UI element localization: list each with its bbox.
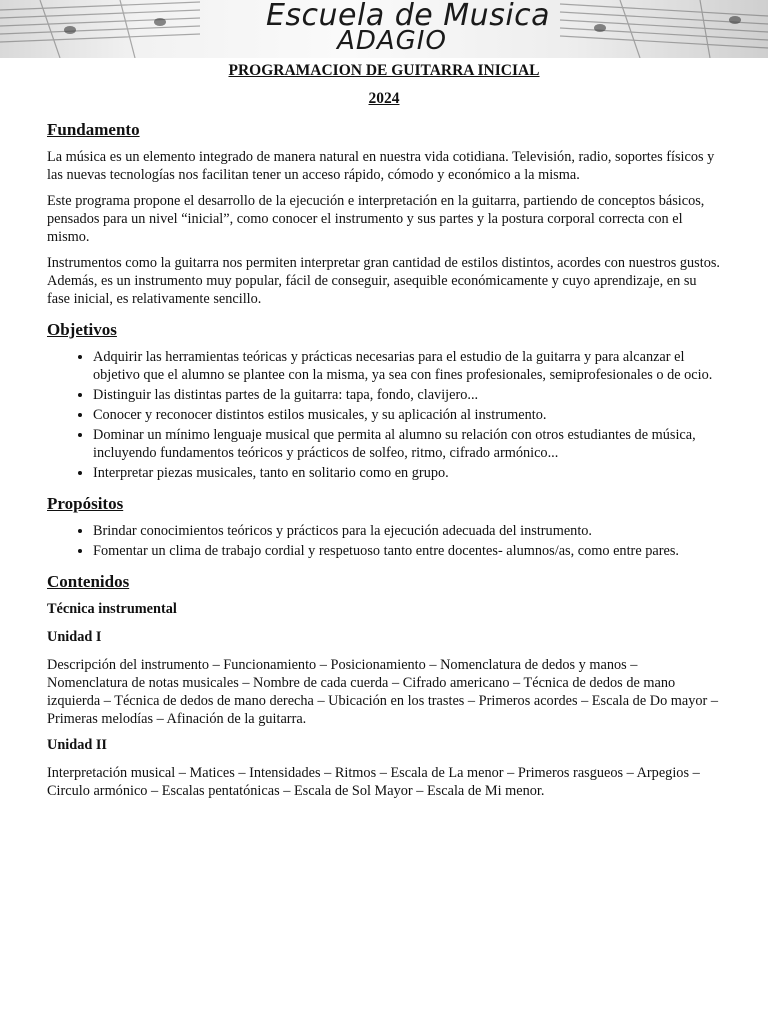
- propositos-list: [47, 522, 721, 560]
- list-item: • Adquirir las herramientas teóricas y prácticas necesarias para el estudio de la guitarra y para alcanzar el objetivo que el alumno se plantee con la misma, ya sea con fines profesionales, semiprofesionales o de ocio.: [93, 348, 721, 384]
- document-year: 2024: [368, 90, 400, 107]
- document-body: [47, 58, 721, 808]
- school-name: Escuela de Musica: [265, 0, 551, 33]
- paragraph: La música es un elemento integrado de manera natural en nuestra vida cotidiana. Televisión, radio, soportes físicos y las nuevas tecnologías nos facilitan tener un acceso rápido, cómodo y económico a la misma.: [47, 149, 715, 183]
- heading-contenidos: Contenidos: [47, 572, 130, 591]
- unidad-2-text: Interpretación musical – Matices – Intensidades – Ritmos – Escala de La menor – Primeros rasgueos – Arpegios – Circulo armónico – Escalas pentatónicas – Escala de Sol Mayor – Escala de Mi menor.: [47, 765, 700, 799]
- list-item: • Brindar conocimientos teóricos y prácticos para la ejecución adecuada del instrumento.: [93, 522, 721, 540]
- objetivos-list: [47, 348, 721, 482]
- unidad-1-text: Descripción del instrumento – Funcionamiento – Posicionamiento – Nomenclatura de dedos y manos – Nomenclatura de notas musicales – Nombre de cada cuerda – Cifrado americano – Técnica de dedos de mano izquierda – Técnica de dedos de mano derecha – Ubicación en los trastes – Primeros acordes – Escala de Do mayor – Primeras melodías – Afinación de la guitarra.: [47, 657, 719, 727]
- list-item: • Conocer y reconocer distintos estilos musicales, y su aplicación al instrumento.: [93, 406, 721, 424]
- paragraph: Este programa propone el desarrollo de la ejecución e interpretación en la guitarra, partiendo de conceptos básicos, pensados para un nivel “inicial”, como conocer el instrumento y sus partes y la postura corporal correcta con el mismo.: [47, 193, 705, 245]
- paragraph: Instrumentos como la guitarra nos permiten interpretar gran cantidad de estilos distintos, acordes con nuestros gustos. Además, es un instrumento muy popular, fácil de conseguir, asequible económicamente y cuyo aprendizaje, en su fase inicial, es relativamente sencillo.: [47, 255, 720, 307]
- heading-propositos: Propósitos: [47, 494, 124, 513]
- list-item: • Fomentar un clima de trabajo cordial y respetuoso tanto entre docentes- alumnos/as, como entre pares.: [93, 542, 721, 560]
- list-item: • Dominar un mínimo lenguaje musical que permita al alumno su relación con otros estudiantes de música, incluyendo fundamentos teóricos y prácticos de solfeo, ritmo, cifrado armónico...: [93, 426, 721, 462]
- school-brand: ADAGIO: [337, 26, 447, 56]
- document-title: PROGRAMACION DE GUITARRA INICIAL: [228, 62, 540, 79]
- unidad-1-title: Unidad I: [47, 629, 102, 645]
- header-banner: [0, 0, 768, 58]
- list-item: • Interpretar piezas musicales, tanto en solitario como en grupo.: [93, 464, 721, 482]
- list-item: • Distinguir las distintas partes de la guitarra: tapa, fondo, clavijero...: [93, 386, 721, 404]
- heading-fundamento: Fundamento: [47, 120, 140, 139]
- heading-objetivos: Objetivos: [47, 320, 117, 339]
- subheading-tecnica: Técnica instrumental: [47, 601, 177, 617]
- unidad-2-title: Unidad II: [47, 737, 108, 753]
